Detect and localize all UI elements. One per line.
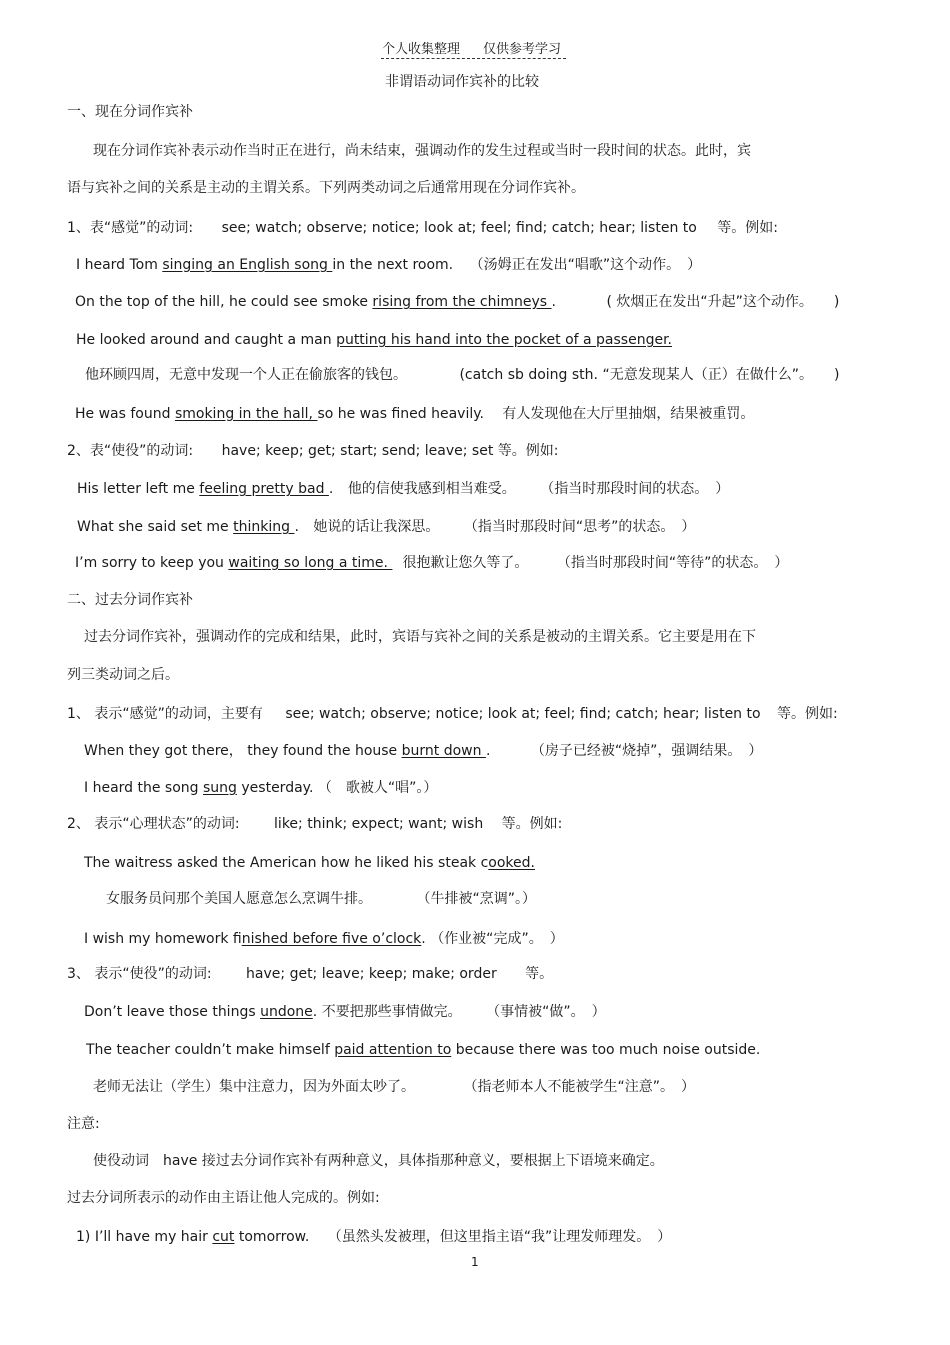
example-line: [77, 479, 729, 499]
example-translation: 很抱歉让您久等了。: [402, 555, 529, 571]
example-text: .: [328, 481, 334, 497]
point1-tail: 等。例如:: [777, 706, 838, 722]
example-line: [77, 517, 695, 537]
point2-label: 2、表“使役”的动词:: [67, 443, 194, 459]
point1-label: 1、表“感觉”的动词:: [67, 220, 194, 236]
header-divider: [381, 58, 566, 59]
example-text: 1) I’ll have my hair: [76, 1229, 213, 1245]
example-line: [76, 330, 672, 350]
point3-verbs: have; get; leave; keep; make; order: [246, 966, 497, 982]
example-line: [76, 255, 701, 275]
example-note: （汤姆正在发出“唱歌”这个动作。 ）: [469, 257, 702, 273]
example-line: [84, 741, 762, 761]
note-heading: 注意:: [67, 1116, 100, 1132]
example-underlined: feeling pretty bad: [199, 481, 329, 497]
section2-point1-heading: [67, 704, 838, 724]
example-line: [84, 929, 564, 949]
example-note: （虽然头发被理，但这里指主语“我”让理发师理发。 ）: [327, 1229, 672, 1245]
example-text: in the next room.: [332, 257, 454, 273]
example-line: [75, 404, 754, 424]
point2-verbs: have; keep; get; start; send; leave; set 等。例如:: [221, 443, 559, 459]
example-text: The waitress asked the American how he liked his steak c: [84, 855, 489, 871]
example-underlined: singing an English song: [162, 257, 333, 273]
section2-heading: 二、过去分词作宾补: [67, 592, 193, 608]
example-line: [75, 292, 839, 312]
example-underlined: putting his hand into the pocket of a passenger.: [336, 332, 673, 348]
section2-point3-heading: [67, 964, 553, 984]
section1-point1-heading: [67, 218, 778, 238]
example-underlined: smoking in the hall,: [174, 406, 318, 422]
example-text: Don’t leave those things: [84, 1004, 261, 1020]
example-note: 有人发现他在大厅里抽烟，结果被重罚。: [502, 406, 755, 422]
example-underlined: paid attention to: [334, 1042, 452, 1058]
example-underlined: rising from the chimneys: [372, 294, 552, 310]
header-left: 个人收集整理: [382, 42, 461, 57]
example-note: （事情被“做”。 ）: [486, 1004, 606, 1020]
example-text: yesterday.: [236, 780, 314, 796]
example-text: He was found: [75, 406, 175, 422]
section1-intro-line1: 现在分词作宾补表示动作当时正在进行，尚未结束，强调动作的发生过程或当时一段时间的状态。此时，宾: [93, 143, 751, 159]
point2-label: 2、 表示“心理状态”的动词:: [67, 816, 240, 832]
example-underlined: cut: [212, 1229, 235, 1245]
example-text: so he was fined heavily.: [317, 406, 484, 422]
section2-intro-line2: 列三类动词之后。: [67, 667, 179, 683]
example-text: because there was too much noise outside.: [451, 1042, 761, 1058]
point3-label: 3、 表示“使役”的动词:: [67, 966, 212, 982]
example-underlined: burnt down: [401, 743, 486, 759]
example-note: （ 歌被人“唱”。）: [317, 780, 438, 796]
example-text: The teacher couldn’t make himself: [86, 1042, 335, 1058]
example-line: [84, 853, 535, 873]
section1-point2-heading: [67, 441, 558, 461]
example-translation: 他的信使我感到相当难受。: [347, 481, 516, 497]
example-text: .: [421, 931, 426, 947]
example-underlined: nished before five o’clock: [241, 931, 422, 947]
example-note: ( 炊烟正在发出“升起”这个动作。 ): [606, 294, 840, 310]
example-text: His letter left me: [77, 481, 200, 497]
example-text: .: [294, 519, 299, 535]
page-number: 1: [471, 1255, 479, 1269]
example-translation: 女服务员问那个美国人愿意怎么烹调牛排。: [106, 891, 372, 907]
example-text: What she said set me: [77, 519, 234, 535]
example-note: （指当时那段时间的状态。 ）: [540, 481, 730, 497]
example-note: （指老师本人不能被学生“注意”。 ）: [463, 1079, 695, 1095]
note-line1: 使役动词 have 接过去分词作宾补有两种意义，具体指那种意义，要根据上下语境来确定。: [93, 1153, 664, 1169]
point1-verbs: see; watch; observe; notice; look at; feel; find; catch; hear; listen to: [221, 220, 697, 236]
example-note: （牛排被“烹调”。）: [416, 891, 536, 907]
example-translation-line: [93, 1077, 695, 1097]
example-translation: 不要把那些事情做完。: [321, 1004, 462, 1020]
example-text: .: [312, 1004, 318, 1020]
example-translation-line: [106, 889, 536, 909]
section2-intro-line1: 过去分词作宾补，强调动作的完成和结果，此时，宾语与宾补之间的关系是被动的主谓关系。它主要是用在下: [84, 629, 756, 645]
example-note: （作业被“完成”。 ）: [430, 931, 564, 947]
example-underlined: sung: [203, 780, 237, 796]
example-text: .: [485, 743, 491, 759]
example-text: .: [551, 294, 556, 310]
example-underlined: undone: [260, 1004, 313, 1020]
example-line: [75, 553, 788, 573]
example-underlined: waiting so long a time.: [228, 555, 393, 571]
example-text: I heard the song: [84, 780, 203, 796]
example-text: I heard Tom: [76, 257, 163, 273]
example-line: [76, 1227, 671, 1247]
example-translation-line: [85, 365, 839, 385]
example-line: [84, 1002, 606, 1022]
example-underlined: thinking: [233, 519, 295, 535]
point1-verbs: see; watch; observe; notice; look at; feel; find; catch; hear; listen to: [285, 706, 761, 722]
example-translation: 老师无法让（学生）集中注意力，因为外面太吵了。: [93, 1079, 415, 1095]
point1-label: 1、 表示“感觉”的动词，主要有: [67, 706, 263, 722]
point1-tail: 等。例如:: [717, 220, 778, 236]
example-text: tomorrow.: [234, 1229, 310, 1245]
page-title: 非谓语动词作宾补的比较: [385, 74, 539, 90]
example-translation: 他环顾四周，无意中发现一个人正在偷旅客的钱包。: [85, 367, 407, 383]
example-text: On the top of the hill, he could see smoke: [75, 294, 373, 310]
example-translation: 她说的话让我深思。: [313, 519, 440, 535]
example-text: He looked around and caught a man: [76, 332, 337, 348]
section2-point2-heading: [67, 814, 562, 834]
example-text: I’m sorry to keep you: [75, 555, 229, 571]
example-line: [86, 1040, 760, 1060]
section1-heading: 一、现在分词作宾补: [67, 104, 193, 120]
example-note: （指当时那段时间“等待”的状态。 ）: [556, 555, 789, 571]
example-line: [84, 778, 437, 798]
point3-tail: 等。: [525, 966, 554, 982]
note-line2: 过去分词所表示的动作由主语让他人完成的。例如:: [67, 1190, 380, 1206]
section1-intro-line2: 语与宾补之间的关系是主动的主谓关系。下列两类动词之后通常用现在分词作宾补。: [67, 180, 585, 196]
example-note: (catch sb doing sth. “无意发现某人（正）在做什么”。 ): [459, 367, 840, 383]
example-underlined: ooked.: [488, 855, 535, 871]
point2-tail: 等。例如:: [501, 816, 563, 832]
point2-verbs: like; think; expect; want; wish: [274, 816, 484, 832]
example-note: （房子已经被“烧掉”，强调结果。 ）: [530, 743, 763, 759]
example-text: I wish my homework fi: [84, 931, 242, 947]
header-right: 仅供参考学习: [483, 42, 562, 57]
example-text: When they got there， they found the house: [84, 743, 402, 759]
example-note: （指当时那段时间“思考”的状态。 ）: [463, 519, 696, 535]
